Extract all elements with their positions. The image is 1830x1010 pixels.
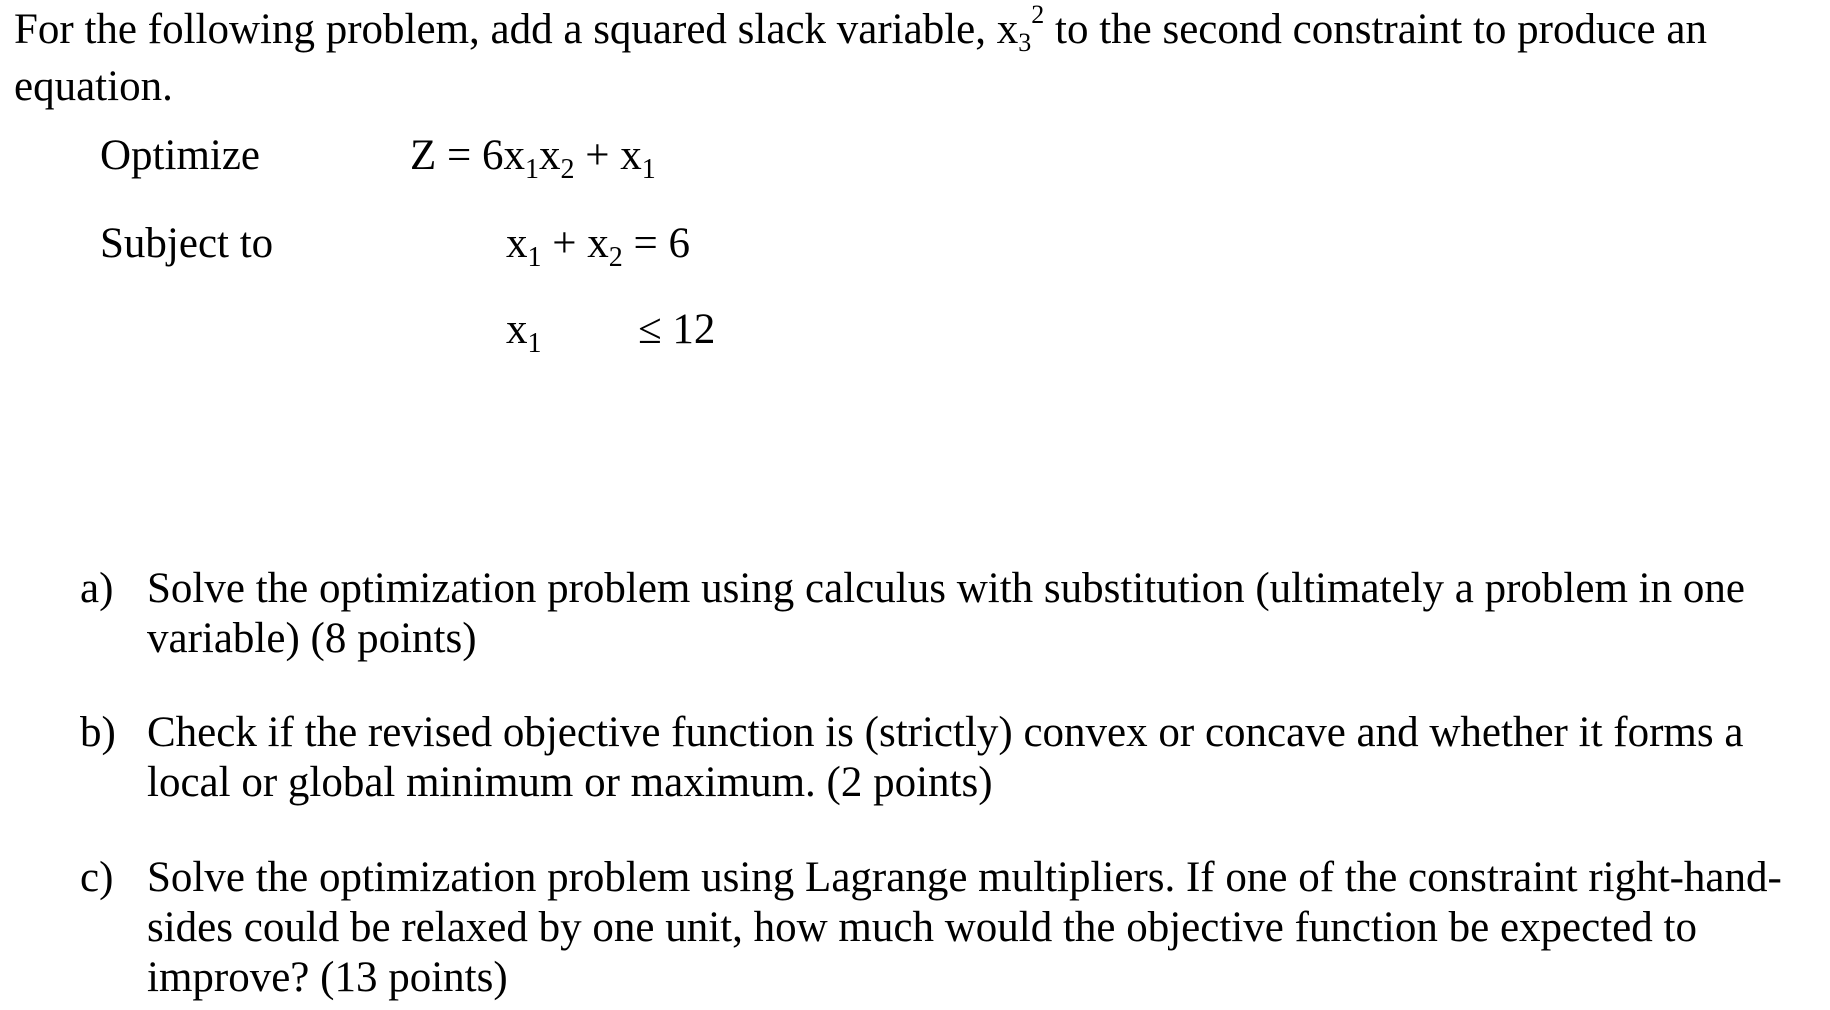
question-a-text: Solve the optimization problem using calculus with substitution (ultimately a problem in one variable) (8 points) bbox=[147, 565, 1745, 662]
question-b bbox=[80, 708, 1820, 808]
slack-var-subscript: 3 bbox=[1018, 28, 1032, 57]
question-c bbox=[80, 853, 1820, 1003]
objective-function: $Z = 6x_1x_2 + x_1$ bbox=[410, 132, 656, 185]
constraint-1: $x_1 + x_2 = 6$ bbox=[506, 220, 691, 273]
intro-text-before: For the following problem, add a squared slack variable, x bbox=[14, 6, 1019, 53]
question-c-text: Solve the optimization problem using Lagrange multipliers. If one of the constraint right-hand-sides could be relaxed by one unit, how much would the objective function be expected to improve? (13 points) bbox=[147, 854, 1782, 1001]
intro-paragraph bbox=[14, 0, 1814, 113]
optimize-label: Optimize bbox=[100, 132, 261, 179]
subject-to-label: Subject to bbox=[100, 220, 274, 267]
constraint-2-rhs: ≤ 12 bbox=[638, 306, 716, 353]
question-b-marker: b) bbox=[80, 709, 116, 756]
question-a bbox=[80, 564, 1820, 664]
question-b-text: Check if the revised objective function is (strictly) convex or concave and whether it forms a local or global minimum or maximum. (2 points) bbox=[147, 709, 1744, 806]
question-a-marker: a) bbox=[80, 565, 114, 612]
intro-text-after: to the second constraint to produce an equation. bbox=[14, 6, 1707, 110]
slack-var-superscript: 2 bbox=[1031, 0, 1045, 29]
question-c-marker: c) bbox=[80, 854, 114, 901]
constraint-2-lhs: $x_1$ bbox=[506, 306, 542, 359]
